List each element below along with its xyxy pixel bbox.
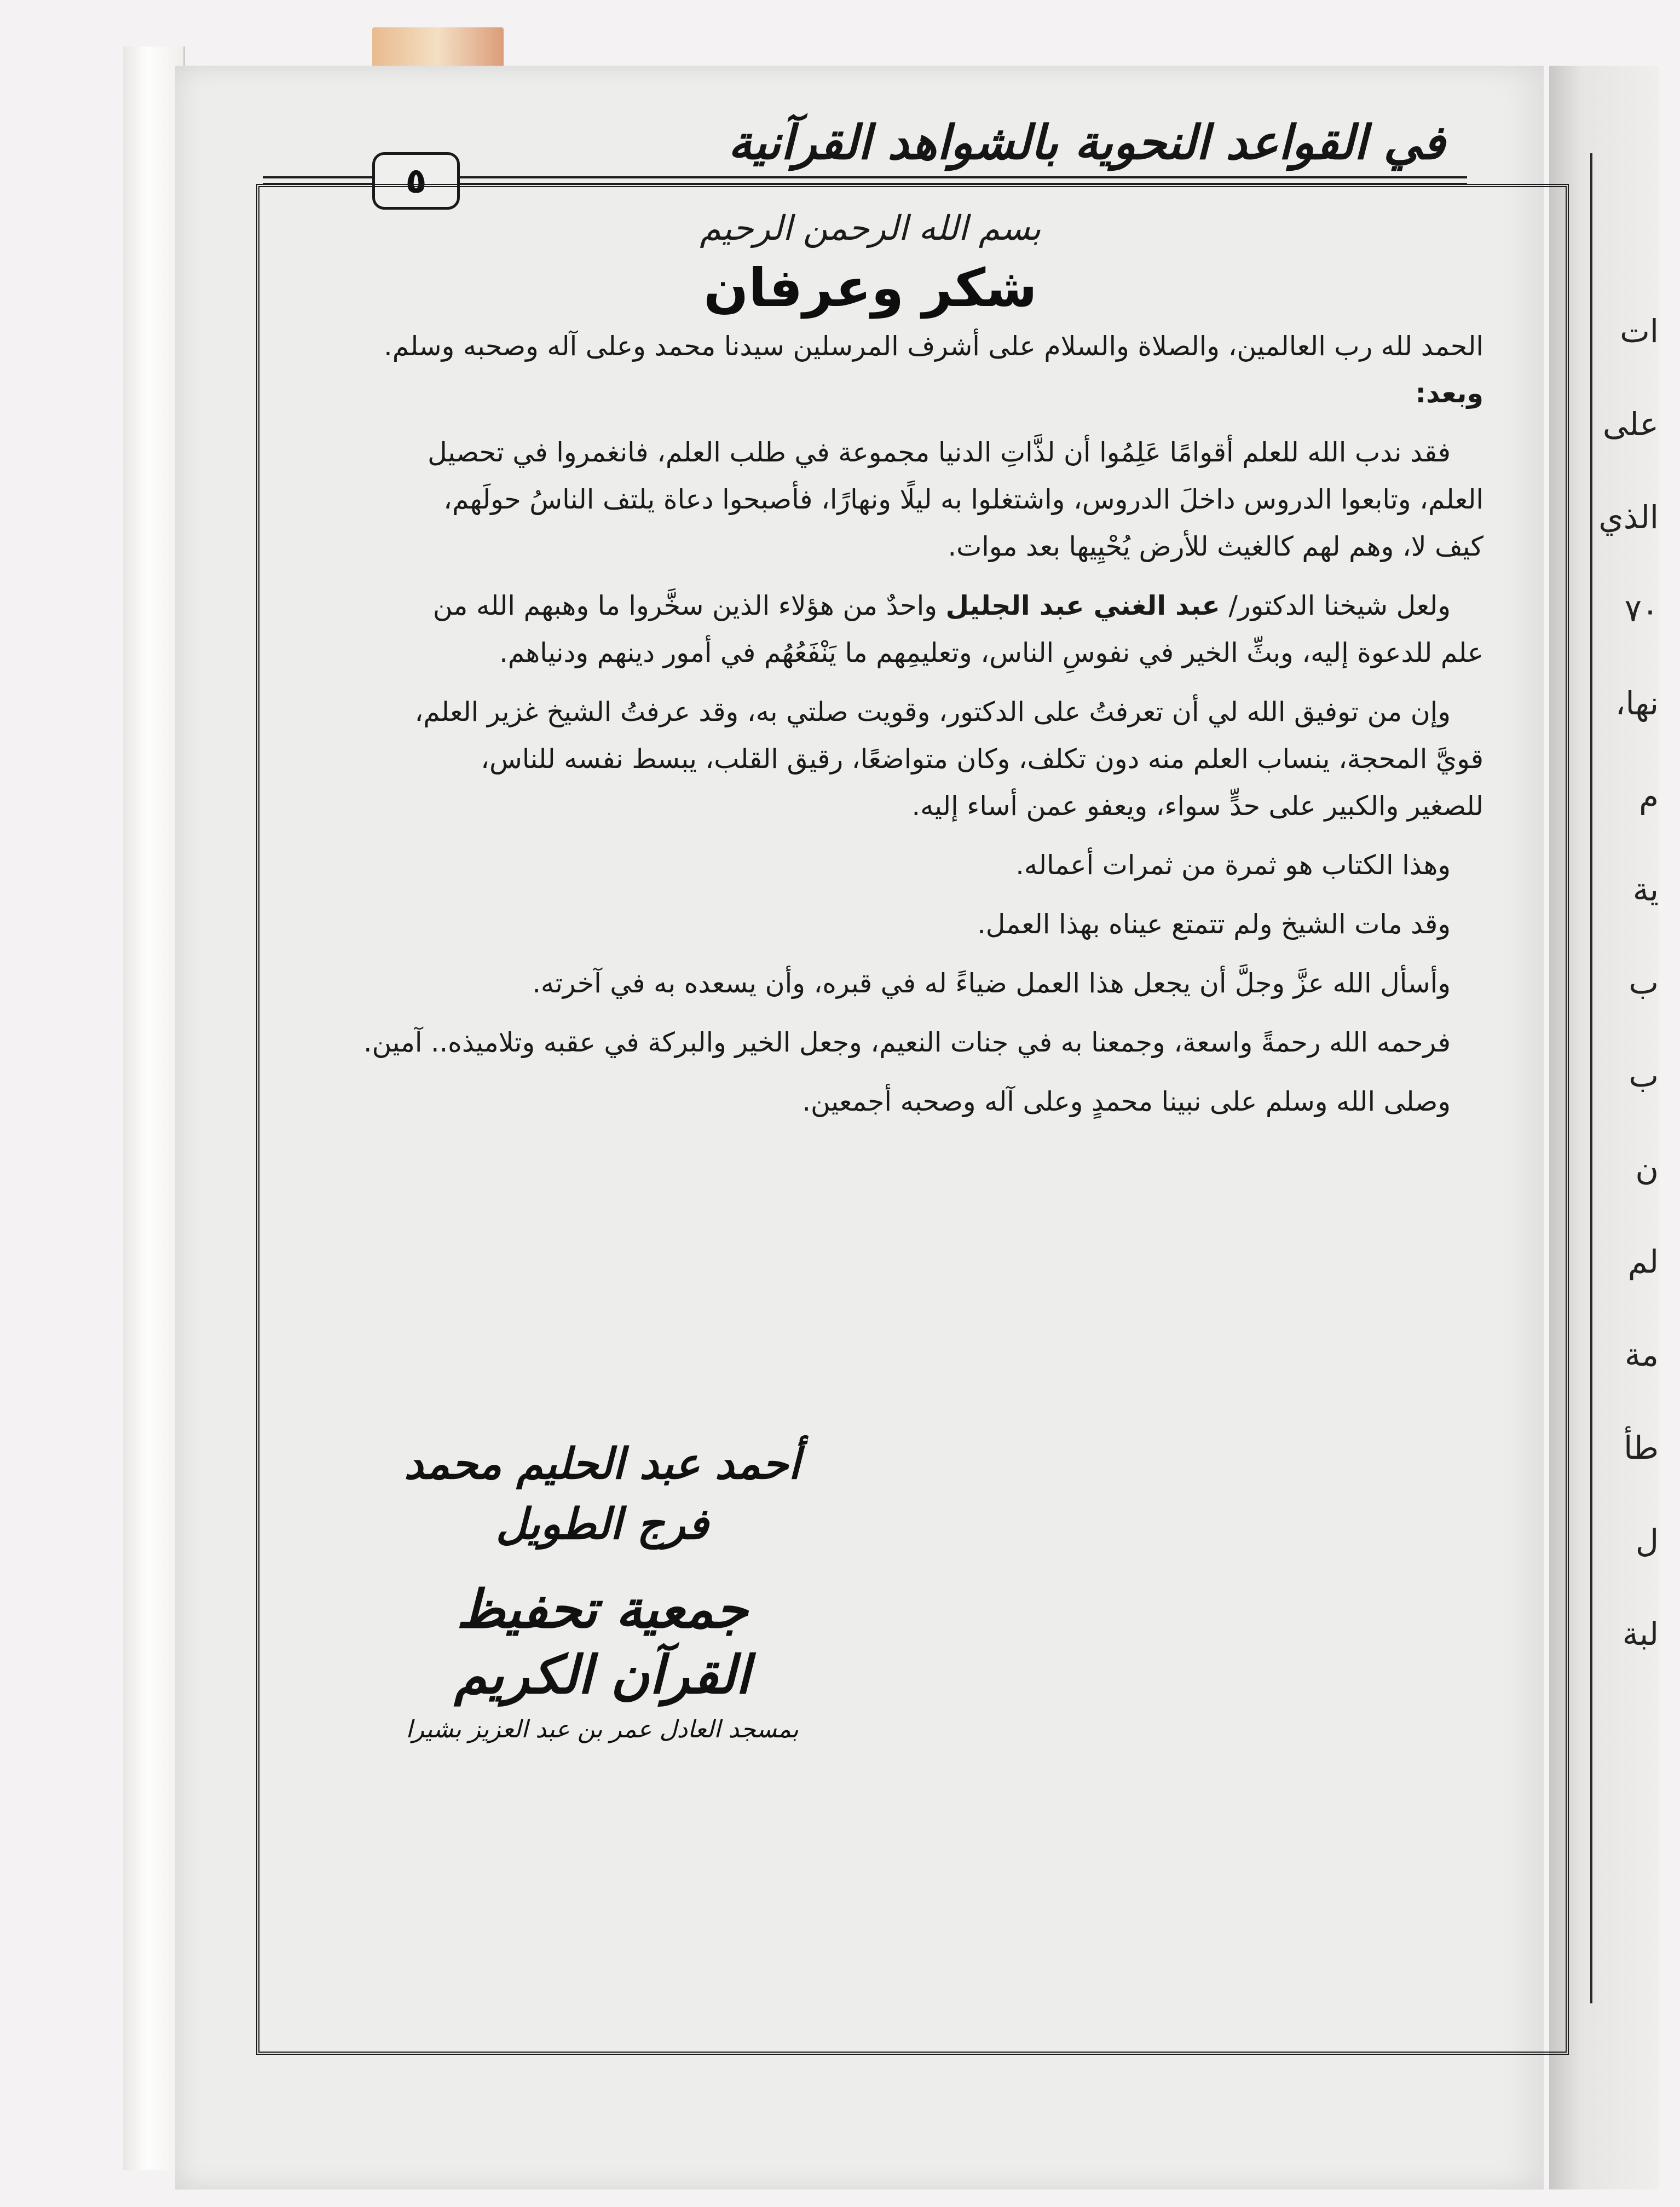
paragraph: وهذا الكتاب هو ثمرة من ثمرات أعماله. [1015,850,1451,881]
adjacent-fragment: ن [1635,1150,1659,1187]
paragraph: وقد مات الشيخ ولم تتمتع عيناه بهذا العمل. [977,909,1451,940]
paragraph-line: كيف لا، وهم لهم كالغيث للأرض يُحْيِيها بعد موات. [948,531,1483,562]
adjacent-fragment: مة [1624,1336,1659,1373]
scholar-name: عبد الغني عبد الجليل [945,590,1220,621]
paragraph: فرحمه الله رحمةً واسعة، وجمعنا به في جنات النعيم، وجعل الخير والبركة في عقبه وتلاميذه.. آمين. [363,1027,1451,1058]
adjacent-fragment: ب [1629,964,1659,1001]
adjacent-fragment: طأ [1624,1429,1659,1466]
body-text [296,323,1483,1125]
paragraph-line: قويَّ المحجة، ينساب العلم منه دون تكلف، وكان متواضعًا، رقيق القلب، يبسط نفسه للناس، [481,743,1483,775]
signature-block [383,1434,821,1746]
basmala: بسم الله الرحمن الرحيم [700,208,1041,248]
adjacent-fragment: لبة [1622,1615,1659,1653]
paragraph-line: العلم، وتابعوا الدروس داخلَ الدروس، واشتغلوا به ليلًا ونهارًا، فأصبحوا دعاة يلتف الناسُ حولَهم، [443,484,1483,515]
paragraph: وبعد: [1415,378,1483,409]
adjacent-fragment: ٧٠ [1624,592,1659,629]
text-span: ولعل شيخنا الدكتور/ [1228,590,1451,621]
signature-name: أحمد عبد الحليم محمد فرج الطويل [404,1439,800,1549]
text-span: واحدٌ من هؤلاء الذين سخَّروا ما وهبهم الله من [432,590,937,621]
adjacent-fragment: نها، [1615,685,1659,722]
paragraph-line: فقد ندب الله للعلم أقوامًا عَلِمُوا أن لذَّاتِ الدنيا مجموعة في طلب العلم، فانغمروا في تحصيل [428,437,1451,468]
page-number: ٥ [372,152,460,210]
paragraph-line [296,582,1483,629]
paragraph: الحمد لله رب العالمين، والصلاة والسلام على أشرف المرسلين سيدنا محمد وعلى آله وصحبه وسلم. [384,331,1483,362]
adjacent-fragment: على [1602,406,1659,443]
running-header-title: في القواعد النحوية بالشواهد القرآنية [728,115,1445,170]
adjacent-fragment: ب [1629,1057,1659,1094]
paragraph-line: علم للدعوة إليه، وبثِّ الخير في نفوسِ الناس، وتعليمِهم ما يَنْفَعُهُم في أمور دينهم ودنياهم. [499,637,1483,668]
paragraph-line: وإن من توفيق الله لي أن تعرفتُ على الدكتور، وقويت صلتي به، وقد عرفتُ الشيخ غزير العلم، [414,696,1451,727]
signature-organization: جمعية تحفيظ القرآن الكريم [454,1578,750,1706]
adjacent-fragment: ية [1632,871,1659,908]
signature-mosque: بمسجد العادل عمر بن عبد العزيز بشيرا [406,1715,799,1743]
paragraph: وصلى الله وسلم على نبينا محمدٍ وعلى آله وصحبه أجمعين. [802,1086,1451,1117]
section-title: شكر وعرفان [703,257,1037,319]
adjacent-fragment: ات [1620,313,1659,350]
adjacent-fragment: م [1639,778,1659,815]
paragraph-line: للصغير والكبير على حدٍّ سواء، ويعفو عمن أساء إليه. [911,790,1483,822]
adjacent-fragment: ل [1635,1522,1659,1559]
adjacent-fragment: الذي [1598,499,1659,536]
paragraph: وأسأل الله عزَّ وجلَّ أن يجعل هذا العمل ضياءً له في قبره، وأن يسعده به في آخرته. [532,968,1451,999]
adjacent-fragment: لم [1627,1243,1659,1280]
adjacent-page-text [1598,285,1659,1680]
